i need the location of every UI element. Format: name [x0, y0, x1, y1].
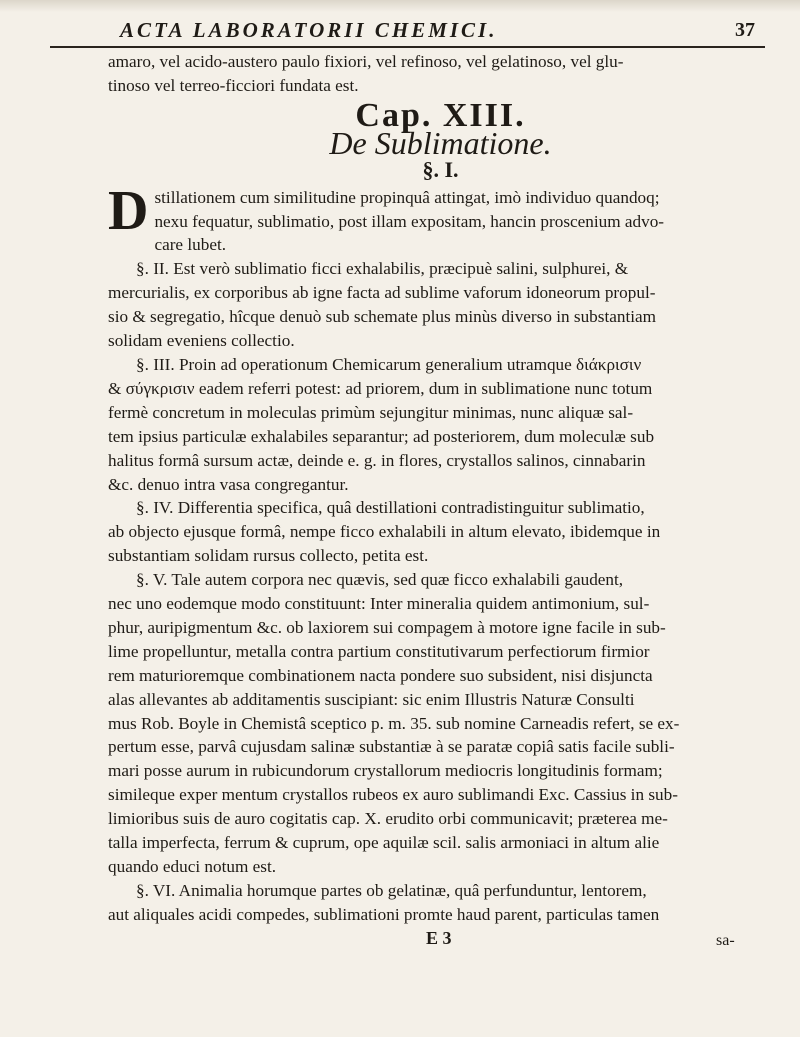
paragraph-5 — [108, 568, 773, 879]
paragraph-line: rem maturioremque combinationem nacta pondere suo subsident, nisi disjuncta — [108, 665, 653, 685]
paragraph-line: solidam eveniens collectio. — [108, 331, 295, 351]
paragraph-1 — [108, 179, 773, 258]
page-top-edge — [0, 0, 800, 12]
paragraph-line: substantiam solidam rursus collecto, petita est. — [108, 546, 429, 566]
intro-line: amaro, vel acido-austero paulo fixiori, vel refinoso, vel gelatinoso, vel glu- — [108, 52, 624, 71]
paragraph-line: sio & segregatio, hîcque denuò sub schemate plus minùs diverso in substantiam — [108, 307, 657, 327]
paragraph-line: tem ipsius particulæ exhalabiles separantur; ad posteriorem, dum moleculæ sub — [108, 426, 655, 446]
paragraph-line: §. III. Proin ad operationum Chemicarum generalium utramque διάκρισιν — [136, 354, 642, 374]
paragraph-4 — [108, 496, 773, 568]
catchword: sa- — [716, 931, 735, 949]
paragraph-line: fermè concretum in moleculas primùm sejungitur minimas, nunc aliquæ sal- — [108, 402, 634, 422]
body-text — [108, 50, 773, 953]
intro-line: tinoso vel terreo-ficciori fundata est. — [108, 75, 359, 95]
paragraph-line: nec uno eodemque modo constituunt: Inter mineralia quidem antimonium, sul- — [108, 594, 650, 614]
page-footer — [108, 927, 773, 953]
paragraph-2 — [108, 257, 773, 353]
paragraph-line: §. IV. Differentia specifica, quâ destillationi contradistinguitur sublimatio, — [136, 498, 645, 518]
paragraph-line: aut aliquales acidi compedes, sublimationi promte haud parent, particulas tamen — [108, 904, 660, 924]
paragraph-line: limioribus suis de auro cogitatis cap. X. erudito orbi communicavit; præterea me- — [108, 809, 668, 829]
chapter-title: De Sublimatione. — [329, 124, 552, 161]
page-number: 37 — [735, 19, 755, 41]
paragraph-line: mus Rob. Boyle in Chemistâ sceptico p. m. 35. sub nomine Carneadis refert, se ex- — [108, 713, 680, 733]
paragraph-line: simileque exper mentum crystallos rubeos ex auro sublimandi Exc. Cassius in sub- — [108, 785, 678, 805]
paragraph-6 — [108, 879, 773, 927]
section-mark: §. I. — [422, 156, 459, 182]
paragraph-line: care lubet. — [154, 235, 227, 255]
chapter-label: Cap. XIII. — [355, 96, 526, 134]
paragraph-line: stillationem cum similitudine propinquâ attingat, imò individuo quandoq; — [154, 187, 660, 207]
paragraph-line: talla imperfecta, ferrum & cuprum, ope aquilæ scil. salis armoniaci in altum alie — [108, 833, 660, 853]
running-header — [50, 18, 780, 44]
drop-cap: D — [108, 179, 149, 242]
paragraph-line: mercurialis, ex corporibus ab igne facta ad sublime vaforum idoneorum propul- — [108, 283, 656, 303]
header-rule — [50, 46, 765, 48]
paragraph-line: nexu fequatur, sublimatio, post illam expositam, hancin proscenium advo- — [154, 211, 665, 231]
paragraph-line: §. II. Est verò sublimatio ficci exhalabilis, præcipuè salini, sulphurei, & — [136, 259, 629, 279]
paragraph-line: &c. denuo intra vasa congregantur. — [108, 474, 349, 494]
paragraph-line: §. VI. Animalia horumque partes ob gelatinæ, quâ perfunduntur, lentorem, — [136, 880, 647, 900]
paragraph-line: §. V. Tale autem corpora nec quævis, sed quæ ficco exhalabili gaudent, — [136, 570, 624, 590]
paragraph-line: phur, auripigmentum &c. ob laxiorem sui compagem à motore igne facile in sub- — [108, 617, 666, 637]
paragraph-line: pertum esse, parvâ cujusdam salinæ substantiæ à se paratæ copiâ satis facile subli- — [108, 737, 675, 757]
paragraph-line: halitus formâ sursum actæ, deinde e. g. in flores, crystallos salinos, cinnabarin — [108, 450, 646, 470]
paragraph-line: quando educi notum est. — [108, 857, 277, 876]
paragraph-line: & σύγκρισιν eadem referri potest: ad priorem, dum in sublimatione nunc totum — [108, 378, 653, 398]
signature-mark: E 3 — [426, 927, 452, 948]
paragraph-line: mari posse aurum in rubicundorum crystallorum mediocris longitudinis formam; — [108, 761, 663, 781]
paragraph-3 — [108, 353, 773, 496]
paragraph-line: alas allevantes ab additamentis suscipiant: sic enim Illustris Naturæ Consulti — [108, 689, 635, 709]
paragraph-line: lime propelluntur, metalla contra partium constitutivarum perfectiorum firmior — [108, 641, 650, 661]
paragraph-line: ab objecto ejusque formâ, nempe ficco exhalabili in altum elevato, ibidemque in — [108, 522, 661, 542]
running-title: ACTA LABORATORII CHEMICI. — [120, 18, 498, 42]
